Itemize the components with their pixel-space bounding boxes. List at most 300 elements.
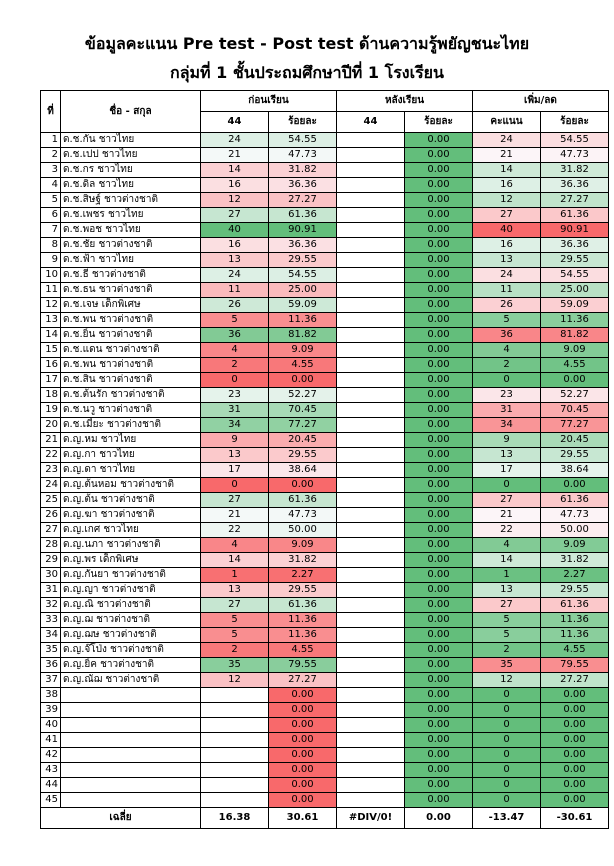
pre-percent: 90.91	[269, 223, 337, 238]
pre-score: 35	[201, 658, 269, 673]
pre-percent: 0.00	[269, 733, 337, 748]
row-number: 35	[41, 643, 61, 658]
pre-score	[201, 763, 269, 778]
pre-percent: 0.00	[269, 718, 337, 733]
diff-percent: 52.27	[541, 388, 609, 403]
pre-percent: 61.36	[269, 598, 337, 613]
header-post-score: 44	[337, 112, 405, 133]
student-name: ด.ช.ยิ้น ชาวต่างชาติ	[61, 328, 201, 343]
table-row	[41, 223, 609, 238]
table-row	[41, 553, 609, 568]
row-number: 38	[41, 688, 61, 703]
diff-percent: 4.55	[541, 643, 609, 658]
post-percent: 0.00	[405, 778, 473, 793]
student-name: ด.ช.เมี้ยะ ชาวต่างชาติ	[61, 418, 201, 433]
average-row	[41, 808, 609, 829]
table-row	[41, 718, 609, 733]
student-name: ด.ช.ฟ้า ชาวไทย	[61, 253, 201, 268]
row-number: 25	[41, 493, 61, 508]
row-number: 24	[41, 478, 61, 493]
student-name: ด.ญ.เกศ ชาวไทย	[61, 523, 201, 538]
diff-percent: 0.00	[541, 688, 609, 703]
student-name: ด.ญ.ยิ้ค ชาวต่างชาติ	[61, 658, 201, 673]
post-score	[337, 223, 405, 238]
student-name: ด.ช.เจษ เด็กพิเศษ	[61, 298, 201, 313]
table-row	[41, 388, 609, 403]
table-row	[41, 733, 609, 748]
diff-score: 34	[473, 418, 541, 433]
diff-score: 2	[473, 643, 541, 658]
post-score	[337, 433, 405, 448]
row-number: 29	[41, 553, 61, 568]
row-number: 8	[41, 238, 61, 253]
table-row	[41, 793, 609, 808]
row-number: 6	[41, 208, 61, 223]
pre-score: 13	[201, 253, 269, 268]
table-row	[41, 148, 609, 163]
student-name: ด.ญ.กันยา ชาวต่างชาติ	[61, 568, 201, 583]
diff-percent: 0.00	[541, 373, 609, 388]
table-row	[41, 463, 609, 478]
pre-score: 0	[201, 373, 269, 388]
pre-percent: 25.00	[269, 283, 337, 298]
post-percent: 0.00	[405, 343, 473, 358]
pre-percent: 0.00	[269, 703, 337, 718]
diff-score: 12	[473, 673, 541, 688]
pre-percent: 0.00	[269, 478, 337, 493]
pre-percent: 59.09	[269, 298, 337, 313]
table-row	[41, 313, 609, 328]
diff-score: 24	[473, 268, 541, 283]
post-score	[337, 763, 405, 778]
post-score	[337, 388, 405, 403]
average-diff-pct: -30.61	[541, 808, 609, 829]
diff-score: 27	[473, 598, 541, 613]
diff-percent: 47.73	[541, 508, 609, 523]
post-score	[337, 733, 405, 748]
pre-score: 36	[201, 328, 269, 343]
post-score	[337, 553, 405, 568]
pre-percent: 54.55	[269, 268, 337, 283]
diff-score: 40	[473, 223, 541, 238]
report-title: ข้อมูลคะแนน Pre test - Post test ด้านความรู้พยัญชนะไทย	[84, 34, 530, 53]
student-name: ด.ญ.ดา ชาวไทย	[61, 463, 201, 478]
post-percent: 0.00	[405, 538, 473, 553]
row-number: 40	[41, 718, 61, 733]
table-row	[41, 418, 609, 433]
diff-score: 0	[473, 688, 541, 703]
diff-score: 5	[473, 628, 541, 643]
diff-percent: 0.00	[541, 748, 609, 763]
pre-percent: 9.09	[269, 538, 337, 553]
pre-score: 40	[201, 223, 269, 238]
post-score	[337, 658, 405, 673]
pre-score: 26	[201, 298, 269, 313]
diff-percent: 61.36	[541, 598, 609, 613]
student-name: ด.ญ.ฆา ชาวต่างชาติ	[61, 508, 201, 523]
post-percent: 0.00	[405, 238, 473, 253]
post-score	[337, 793, 405, 808]
post-score	[337, 373, 405, 388]
post-percent: 0.00	[405, 298, 473, 313]
pre-percent: 36.36	[269, 238, 337, 253]
table-row	[41, 763, 609, 778]
diff-percent: 31.82	[541, 163, 609, 178]
pre-score: 13	[201, 448, 269, 463]
diff-score: 5	[473, 313, 541, 328]
post-score	[337, 703, 405, 718]
row-number: 28	[41, 538, 61, 553]
post-score	[337, 613, 405, 628]
diff-score: 0	[473, 703, 541, 718]
table-row	[41, 628, 609, 643]
pre-percent: 11.36	[269, 313, 337, 328]
pre-score: 9	[201, 433, 269, 448]
diff-percent: 29.55	[541, 253, 609, 268]
pre-percent: 27.27	[269, 673, 337, 688]
table-row	[41, 253, 609, 268]
student-name: ด.ช.กร ชาวไทย	[61, 163, 201, 178]
post-score	[337, 523, 405, 538]
diff-percent: 38.64	[541, 463, 609, 478]
pre-score: 4	[201, 538, 269, 553]
pre-score: 31	[201, 403, 269, 418]
diff-score: 0	[473, 778, 541, 793]
pre-score: 13	[201, 583, 269, 598]
student-name	[61, 718, 201, 733]
row-number: 30	[41, 568, 61, 583]
post-percent: 0.00	[405, 583, 473, 598]
average-post-pct: 0.00	[405, 808, 473, 829]
row-number: 20	[41, 418, 61, 433]
pre-score: 4	[201, 343, 269, 358]
diff-percent: 29.55	[541, 448, 609, 463]
pre-score: 1	[201, 568, 269, 583]
pre-score	[201, 748, 269, 763]
average-pre: 16.38	[201, 808, 269, 829]
row-number: 36	[41, 658, 61, 673]
pre-percent: 2.27	[269, 568, 337, 583]
diff-percent: 25.00	[541, 283, 609, 298]
diff-percent: 59.09	[541, 298, 609, 313]
diff-score: 24	[473, 133, 541, 148]
student-name: ด.ญ.ณัฌ ชาวต่างชาติ	[61, 673, 201, 688]
post-percent: 0.00	[405, 313, 473, 328]
post-score	[337, 538, 405, 553]
student-name: ด.ญ.หม ชาวไทย	[61, 433, 201, 448]
post-percent: 0.00	[405, 148, 473, 163]
pre-percent: 4.55	[269, 358, 337, 373]
table-row	[41, 298, 609, 313]
table-row	[41, 748, 609, 763]
table-row	[41, 778, 609, 793]
student-name: ด.ญ.ฌ ชาวต่างชาติ	[61, 613, 201, 628]
average-pre-pct: 30.61	[269, 808, 337, 829]
pre-percent: 36.36	[269, 178, 337, 193]
diff-percent: 47.73	[541, 148, 609, 163]
pre-score: 12	[201, 193, 269, 208]
student-name	[61, 733, 201, 748]
row-number: 33	[41, 613, 61, 628]
pre-score: 24	[201, 133, 269, 148]
row-number: 17	[41, 373, 61, 388]
post-percent: 0.00	[405, 433, 473, 448]
row-number: 27	[41, 523, 61, 538]
table-row	[41, 568, 609, 583]
post-score	[337, 313, 405, 328]
pre-percent: 47.73	[269, 148, 337, 163]
pre-percent: 27.27	[269, 193, 337, 208]
row-number: 43	[41, 763, 61, 778]
diff-percent: 0.00	[541, 733, 609, 748]
student-name: ด.ช.แดน ชาวต่างชาติ	[61, 343, 201, 358]
post-percent: 0.00	[405, 463, 473, 478]
diff-score: 0	[473, 478, 541, 493]
student-name	[61, 763, 201, 778]
pre-score: 24	[201, 268, 269, 283]
pre-percent: 29.55	[269, 253, 337, 268]
diff-percent: 11.36	[541, 628, 609, 643]
pre-percent: 47.73	[269, 508, 337, 523]
diff-percent: 31.82	[541, 553, 609, 568]
pre-score: 16	[201, 238, 269, 253]
post-score	[337, 463, 405, 478]
row-number: 7	[41, 223, 61, 238]
post-score	[337, 283, 405, 298]
pre-score: 22	[201, 523, 269, 538]
table-row	[41, 523, 609, 538]
row-number: 37	[41, 673, 61, 688]
post-percent: 0.00	[405, 598, 473, 613]
diff-percent: 0.00	[541, 793, 609, 808]
pre-score: 5	[201, 613, 269, 628]
row-number: 16	[41, 358, 61, 373]
post-percent: 0.00	[405, 508, 473, 523]
post-score	[337, 688, 405, 703]
row-number: 41	[41, 733, 61, 748]
student-name: ด.ญ.ญา ชาวต่างชาติ	[61, 583, 201, 598]
post-score	[337, 268, 405, 283]
diff-score: 27	[473, 493, 541, 508]
diff-percent: 11.36	[541, 613, 609, 628]
diff-percent: 36.36	[541, 178, 609, 193]
post-score	[337, 718, 405, 733]
post-percent: 0.00	[405, 748, 473, 763]
row-number: 26	[41, 508, 61, 523]
row-number: 44	[41, 778, 61, 793]
pre-percent: 70.45	[269, 403, 337, 418]
student-name: ด.ช.นวู ชาวต่างชาติ	[61, 403, 201, 418]
pre-percent: 11.36	[269, 628, 337, 643]
row-number: 2	[41, 148, 61, 163]
student-name	[61, 748, 201, 763]
post-score	[337, 583, 405, 598]
post-percent: 0.00	[405, 208, 473, 223]
pre-score: 11	[201, 283, 269, 298]
row-number: 4	[41, 178, 61, 193]
diff-score: 13	[473, 253, 541, 268]
pre-percent: 0.00	[269, 778, 337, 793]
diff-percent: 54.55	[541, 268, 609, 283]
pre-score	[201, 778, 269, 793]
pre-percent: 11.36	[269, 613, 337, 628]
post-percent: 0.00	[405, 388, 473, 403]
table-row	[41, 448, 609, 463]
post-score	[337, 508, 405, 523]
average-label: เฉลี่ย	[41, 808, 201, 829]
student-name: ด.ช.ชัย ชาวต่างชาติ	[61, 238, 201, 253]
post-score	[337, 403, 405, 418]
pre-score: 5	[201, 628, 269, 643]
diff-percent: 50.00	[541, 523, 609, 538]
diff-score: 9	[473, 433, 541, 448]
row-number: 21	[41, 433, 61, 448]
row-number: 14	[41, 328, 61, 343]
post-score	[337, 673, 405, 688]
diff-score: 14	[473, 553, 541, 568]
row-number: 42	[41, 748, 61, 763]
student-name: ด.ช.ธน ชาวต่างชาติ	[61, 283, 201, 298]
pre-score	[201, 718, 269, 733]
row-number: 12	[41, 298, 61, 313]
student-name: ด.ช.พอช ชาวไทย	[61, 223, 201, 238]
diff-score: 21	[473, 508, 541, 523]
post-percent: 0.00	[405, 733, 473, 748]
table-row	[41, 343, 609, 358]
diff-score: 2	[473, 358, 541, 373]
table-row	[41, 703, 609, 718]
average-post: #DIV/0!	[337, 808, 405, 829]
table-row	[41, 178, 609, 193]
table-row	[41, 238, 609, 253]
row-number: 18	[41, 388, 61, 403]
student-name: ด.ญ.ต้น ชาวต่างชาติ	[61, 493, 201, 508]
diff-score: 14	[473, 163, 541, 178]
post-score	[337, 343, 405, 358]
post-score	[337, 133, 405, 148]
student-name: ด.ช.เพชร ชาวไทย	[61, 208, 201, 223]
diff-score: 22	[473, 523, 541, 538]
pre-score	[201, 703, 269, 718]
pre-score	[201, 688, 269, 703]
pre-score	[201, 733, 269, 748]
pre-score: 14	[201, 553, 269, 568]
diff-percent: 20.45	[541, 433, 609, 448]
post-percent: 0.00	[405, 403, 473, 418]
pre-percent: 52.27	[269, 388, 337, 403]
pre-percent: 31.82	[269, 163, 337, 178]
pre-percent: 29.55	[269, 583, 337, 598]
diff-percent: 54.55	[541, 133, 609, 148]
row-number: 32	[41, 598, 61, 613]
post-percent: 0.00	[405, 358, 473, 373]
diff-percent: 29.55	[541, 583, 609, 598]
diff-score: 4	[473, 343, 541, 358]
diff-percent: 70.45	[541, 403, 609, 418]
pre-score: 23	[201, 388, 269, 403]
pre-percent: 79.55	[269, 658, 337, 673]
post-percent: 0.00	[405, 283, 473, 298]
post-score	[337, 298, 405, 313]
table-row	[41, 328, 609, 343]
post-percent: 0.00	[405, 178, 473, 193]
post-percent: 0.00	[405, 703, 473, 718]
post-percent: 0.00	[405, 523, 473, 538]
row-number: 22	[41, 448, 61, 463]
pre-percent: 0.00	[269, 688, 337, 703]
diff-percent: 27.27	[541, 673, 609, 688]
student-name: ด.ช.พน ชาวต่างชาติ	[61, 313, 201, 328]
diff-score: 0	[473, 793, 541, 808]
student-name: ด.ญ.ณิ ชาวต่างชาติ	[61, 598, 201, 613]
pre-percent: 77.27	[269, 418, 337, 433]
student-name: ด.ช.ต้นรัก ชาวต่างชาติ	[61, 388, 201, 403]
pre-score: 17	[201, 463, 269, 478]
pre-score: 5	[201, 313, 269, 328]
row-number: 9	[41, 253, 61, 268]
diff-score: 13	[473, 583, 541, 598]
diff-score: 13	[473, 448, 541, 463]
pre-score: 27	[201, 208, 269, 223]
diff-percent: 9.09	[541, 343, 609, 358]
diff-score: 0	[473, 733, 541, 748]
pre-score: 27	[201, 493, 269, 508]
table-row	[41, 268, 609, 283]
diff-score: 0	[473, 373, 541, 388]
diff-score: 36	[473, 328, 541, 343]
student-name: ด.ญ.พร เด็กพิเศษ	[61, 553, 201, 568]
diff-percent: 36.36	[541, 238, 609, 253]
student-name: ด.ช.ธี ชาวต่างชาติ	[61, 268, 201, 283]
diff-percent: 11.36	[541, 313, 609, 328]
post-score	[337, 328, 405, 343]
post-score	[337, 598, 405, 613]
row-number: 31	[41, 583, 61, 598]
post-score	[337, 208, 405, 223]
row-number: 34	[41, 628, 61, 643]
header-diff-pct: ร้อยละ	[541, 112, 609, 133]
pre-percent: 81.82	[269, 328, 337, 343]
post-score	[337, 448, 405, 463]
post-score	[337, 778, 405, 793]
student-name: ด.ช.พน ชาวต่างชาติ	[61, 358, 201, 373]
pre-percent: 31.82	[269, 553, 337, 568]
diff-score: 12	[473, 193, 541, 208]
post-score	[337, 178, 405, 193]
row-number: 1	[41, 133, 61, 148]
post-score	[337, 418, 405, 433]
table-row	[41, 673, 609, 688]
table-body	[41, 133, 609, 808]
pre-score	[201, 793, 269, 808]
diff-score: 23	[473, 388, 541, 403]
post-percent: 0.00	[405, 193, 473, 208]
table-row	[41, 478, 609, 493]
row-number: 5	[41, 193, 61, 208]
table-row	[41, 508, 609, 523]
table-row	[41, 613, 609, 628]
pre-score: 2	[201, 358, 269, 373]
pre-score: 2	[201, 643, 269, 658]
report-subtitle: กลุ่มที่ 1 ชั้นประถมศึกษาปีที่ 1 โรงเรียน	[170, 63, 444, 82]
pre-percent: 29.55	[269, 448, 337, 463]
post-score	[337, 493, 405, 508]
header-row-1	[41, 91, 609, 112]
post-percent: 0.00	[405, 688, 473, 703]
table-row	[41, 373, 609, 388]
post-percent: 0.00	[405, 418, 473, 433]
header-post-pct: ร้อยละ	[405, 112, 473, 133]
